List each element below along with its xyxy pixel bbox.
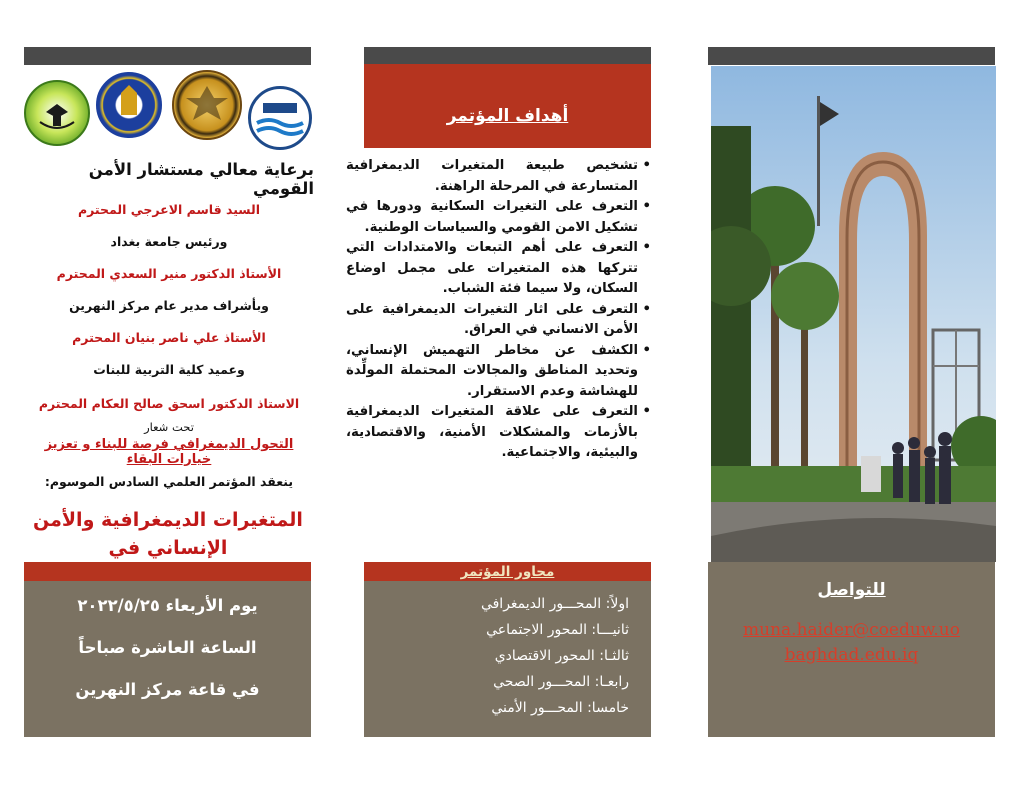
axes-box [364, 562, 651, 737]
axis-item-3: ثالثـا: المحور الاقتصادي [494, 648, 629, 664]
event-date: يوم الأربعاء ٢٠٢٢/٥/٢٥ [77, 596, 258, 615]
axis-item-4: رابعـا: المحـــور الصحي [493, 674, 629, 690]
announce-text: ينعقد المؤتمر العلمي السادس الموسوم: [44, 474, 294, 489]
baghdad-university-logo [96, 72, 162, 138]
name-line-5: الأستاذ علي ناصر بنيان المحترم [72, 330, 266, 345]
patron-heading: برعاية معالي مستشار الأمن القومي [88, 160, 314, 198]
left-top-bar [24, 47, 311, 65]
goals-list [346, 156, 651, 464]
contact-title: للتواصل [817, 580, 886, 600]
goal-item: • التعرف على أهم التبعات والامتدادات التي تتركها هذه المتغيرات على مجمل اوضاع السكان، ولا سيما فئة الشباب. [346, 238, 651, 300]
name-line-2: ورئيس جامعة بغداد [110, 234, 228, 249]
iraq-emblem-logo [172, 70, 242, 140]
goals-header [364, 64, 651, 148]
college-of-education-logo [24, 80, 90, 146]
event-time: الساعة العاشرة صباحاً [78, 638, 257, 657]
name-line-3: الأستاذ الدكتور منير السعدي المحترم [56, 266, 282, 281]
university-gate-photo [711, 66, 996, 562]
name-line-7: الاستاذ الدكتور اسحق صالح العكام المحترم [38, 396, 300, 411]
goal-item: • التعرف على التغيرات السكانية ودورها في تشكيل الامن القومي والسياسات الوطنية. [346, 197, 651, 238]
event-info-red-strip [24, 562, 311, 581]
axis-item-2: ثانيـــا: المحور الاجتماعي [486, 622, 629, 638]
contact-box [708, 562, 995, 737]
event-info-box [24, 562, 311, 737]
contact-email-line-1[interactable]: muna.haider@coeduw.uo [743, 620, 960, 640]
middle-top-bar [364, 47, 651, 65]
goals-title: أهداف المؤتمر [446, 106, 569, 126]
name-line-1: السيد قاسم الاعرجي المحترم [77, 202, 261, 217]
name-line-6: وعميد كلية التربية للبنات [93, 362, 245, 377]
goal-item: • تشخيص طبيعة المتغيرات الديمغرافية المتسارعة في المرحلة الراهنة. [346, 156, 651, 197]
right-top-bar [708, 47, 995, 65]
axes-title: محاور المؤتمر [460, 564, 555, 580]
name-line-4: وبأشراف مدير عام مركز النهرين [69, 298, 269, 313]
goal-item: • التعرف على اثار التغيرات الديمغرافية على الأمن الانساني في العراق. [346, 300, 651, 341]
axis-item-1: اولاً: المحـــور الديمغرافي [480, 596, 629, 612]
contact-email-line-2[interactable]: baghdad.edu.iq [784, 645, 919, 665]
slogan-text: التحول الديمغرافي فرصة للبناء و تعزيز خيارات البقاء [44, 437, 294, 467]
slogan-intro: تحت شعار [144, 420, 194, 434]
contact-email-link[interactable] [708, 618, 995, 668]
axis-item-5: خامسا: المحـــور الأمني [491, 700, 629, 716]
event-venue: في قاعة مركز النهرين [75, 680, 260, 699]
nahrain-center-logo [248, 86, 312, 150]
goal-item: • التعرف على علاقة المتغيرات الديمغرافية بالأزمات والمشكلات الأمنية، والاقتصادية، والبيئية، والاجتماعية. [346, 402, 651, 464]
logos-row [24, 72, 314, 154]
goal-item: • الكشف عن مخاطر التهميش الإنساني، وتحديد المناطق والمجالات المحتملة المولِّدة للهشاشة وعدم الاستقرار. [346, 341, 651, 403]
conference-title-line-1: المتغيرات الديمغرافية والأمن الإنساني في [33, 509, 303, 559]
